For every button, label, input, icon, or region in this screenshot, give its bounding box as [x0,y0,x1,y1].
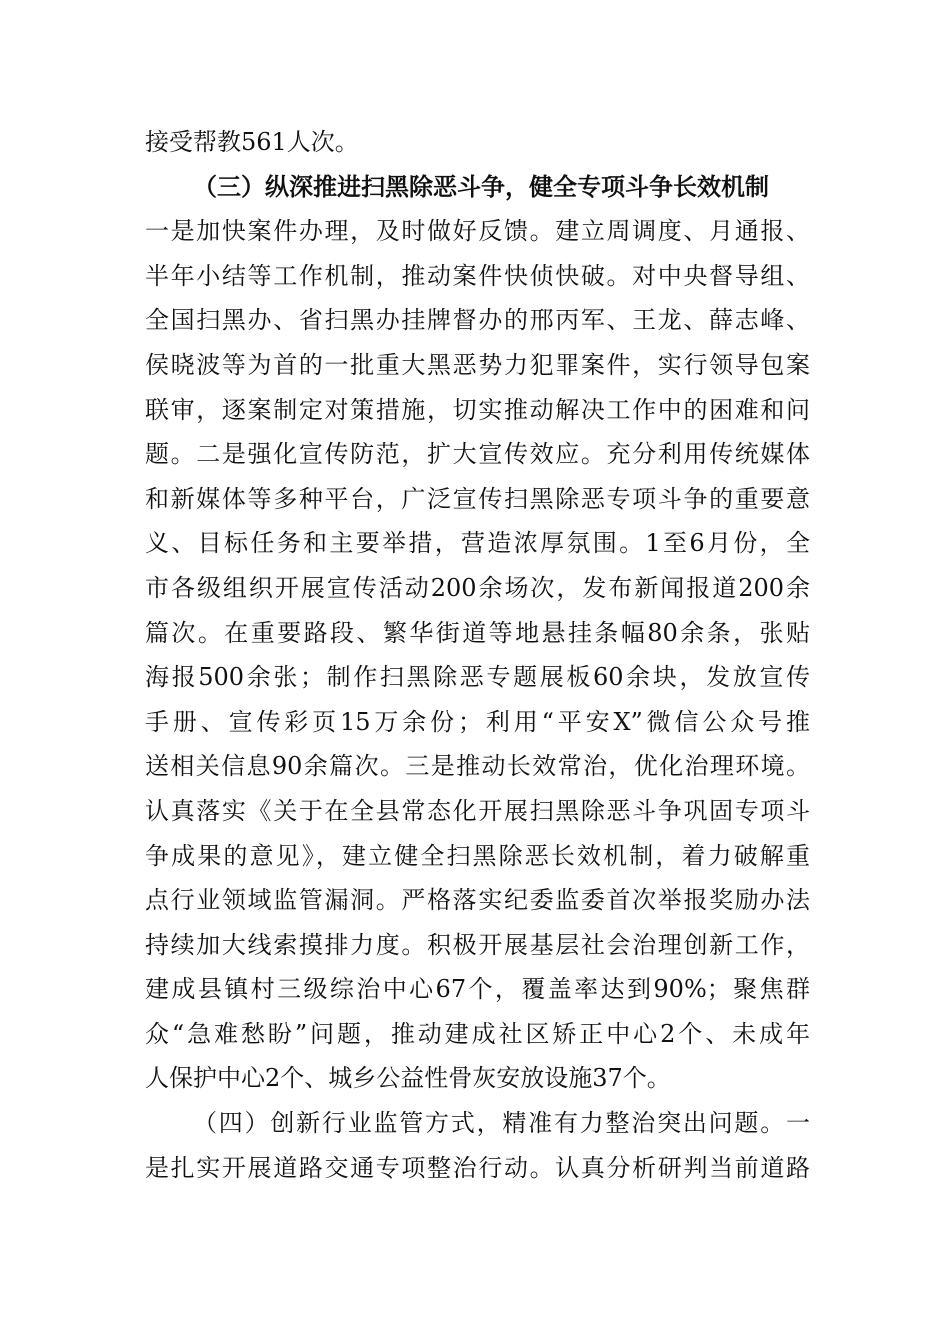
text-line: 点行业领域监管漏洞。严格落实纪委监委首次举报奖励办法 [145,886,810,915]
text-line: 半年小结等工作机制，推动案件快侦快破。对中央督导组、 [145,261,810,290]
section-heading: （三）纵深推进扫黑除恶斗争，健全专项斗争长效机制 [193,171,769,201]
text-line: 送相关信息90余篇次。三是推动长效常治，优化治理环境。 [145,752,810,781]
text-line: 手册、宣传彩页15万余份；利用“平安X”微信公众号推 [145,707,810,736]
text-line: 市各级组织开展宣传活动200余场次，发布新闻报道200余 [145,573,810,602]
text-line: 侯晓波等为首的一批重大黑恶势力犯罪案件，实行领导包案 [145,350,810,379]
text-line: 海报500余张；制作扫黑除恶专题展板60余块，发放宣传 [145,663,810,692]
text-line: 认真落实《关于在全县常态化开展扫黑除恶斗争巩固专项斗 [145,796,810,825]
text-line: 和新媒体等多种平台，广泛宣传扫黑除恶专项斗争的重要意 [145,484,810,513]
text-line: 人保护中心2个、城乡公益性骨灰安放设施37个。 [145,1064,671,1093]
text-line: 众“急难愁盼”问题，推动建成社区矫正中心2个、未成年 [145,1019,810,1048]
text-line: 篇次。在重要路段、繁华街道等地悬挂条幅80余条，张贴 [145,618,810,647]
text-line: 义、目标任务和主要举措，营造浓厚氛围。1至6月份，全 [145,529,810,558]
text-line: 持续加大线索摸排力度。积极开展基层社会治理创新工作， [145,930,810,959]
text-line: 争成果的意见》，建立健全扫黑除恶长效机制，着力破解重 [145,841,810,870]
section-heading: （四）创新行业监管方式，精准有力整治突出问题。一 [193,1109,810,1138]
text-line: 全国扫黑办、省扫黑办挂牌督办的邢丙军、王龙、薛志峰、 [145,306,810,335]
body-text [145,120,810,1190]
text-line: 联审，逐案制定对策措施，切实推动解决工作中的困难和问 [145,395,810,424]
text-line: 题。二是强化宣传防范，扩大宣传效应。充分利用传统媒体 [145,440,810,469]
text-line: 是扎实开展道路交通专项整治行动。认真分析研判当前道路 [145,1153,810,1182]
text-line: 一是加快案件办理，及时做好反馈。建立周调度、月通报、 [145,217,810,246]
text-line: 建成县镇村三级综治中心67个，覆盖率达到90%；聚焦群 [145,975,810,1004]
text-line: 接受帮教561人次。 [145,128,359,156]
